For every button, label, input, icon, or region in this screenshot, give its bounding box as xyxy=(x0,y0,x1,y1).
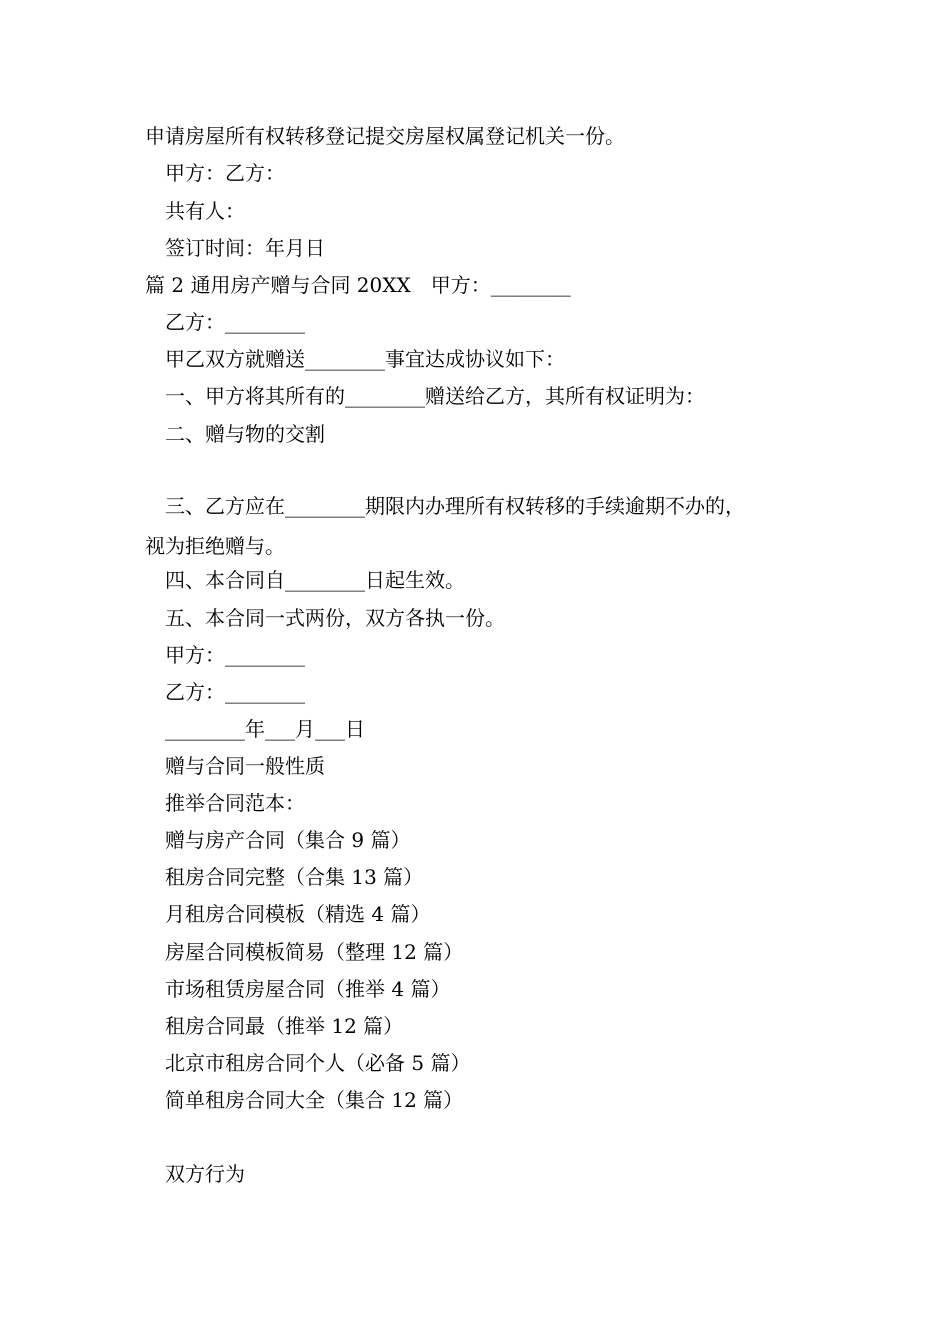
text-line-sign-party-a: 甲方：________ xyxy=(165,643,305,667)
list-item-recommended-8: 简单租房合同大全（集合 12 篇） xyxy=(165,1088,464,1112)
text-line-general-nature: 赠与合同一般性质 xyxy=(165,754,325,778)
list-item-recommended-1: 赠与房产合同（集合 9 篇） xyxy=(165,828,411,852)
list-item-recommended-4: 房屋合同模板简易（整理 12 篇） xyxy=(165,940,464,964)
list-item-recommended-5: 市场租赁房屋合同（推举 4 篇） xyxy=(165,977,451,1001)
list-item-recommended-2: 租房合同完整（合集 13 篇） xyxy=(165,865,424,889)
text-line-agreement-intro: 甲乙双方就赠送________事宜达成协议如下： xyxy=(165,347,565,371)
text-line-party-ab: 甲方：乙方： xyxy=(165,161,285,185)
list-item-recommended-6: 租房合同最（推举 12 篇） xyxy=(165,1014,404,1038)
text-line-section-2-heading: 篇 2 通用房产赠与合同 20XX 甲方：________ xyxy=(145,273,571,297)
text-line-clause-4: 四、本合同自________日起生效。 xyxy=(165,568,465,592)
text-line-clause-1: 一、甲方将其所有的________赠送给乙方，其所有权证明为： xyxy=(165,384,705,408)
list-item-recommended-7: 北京市租房合同个人（必备 5 篇） xyxy=(165,1051,471,1075)
text-line-co-owner: 共有人： xyxy=(165,199,245,223)
text-line-clause-2: 二、赠与物的交割 xyxy=(165,422,325,446)
text-line-clause-3-cont: 视为拒绝赠与。 xyxy=(145,534,285,558)
text-line-transfer-registration: 申请房屋所有权转移登记提交房屋权属登记机关一份。 xyxy=(145,124,625,148)
text-line-recommended-header: 推举合同范本： xyxy=(165,791,305,815)
text-line-sign-party-b: 乙方：________ xyxy=(165,680,305,704)
text-line-bilateral-act: 双方行为 xyxy=(165,1162,245,1186)
text-line-clause-5: 五、本合同一式两份，双方各执一份。 xyxy=(165,606,505,630)
list-item-recommended-3: 月租房合同模板（精选 4 篇） xyxy=(165,902,431,926)
text-line-clause-3: 三、乙方应在________期限内办理所有权转移的手续逾期不办的， xyxy=(165,494,745,518)
text-line-date-blank: ________年___月___日 xyxy=(165,717,365,741)
text-line-party-b: 乙方：________ xyxy=(165,310,305,334)
text-line-sign-date: 签订时间：年月日 xyxy=(165,236,325,260)
